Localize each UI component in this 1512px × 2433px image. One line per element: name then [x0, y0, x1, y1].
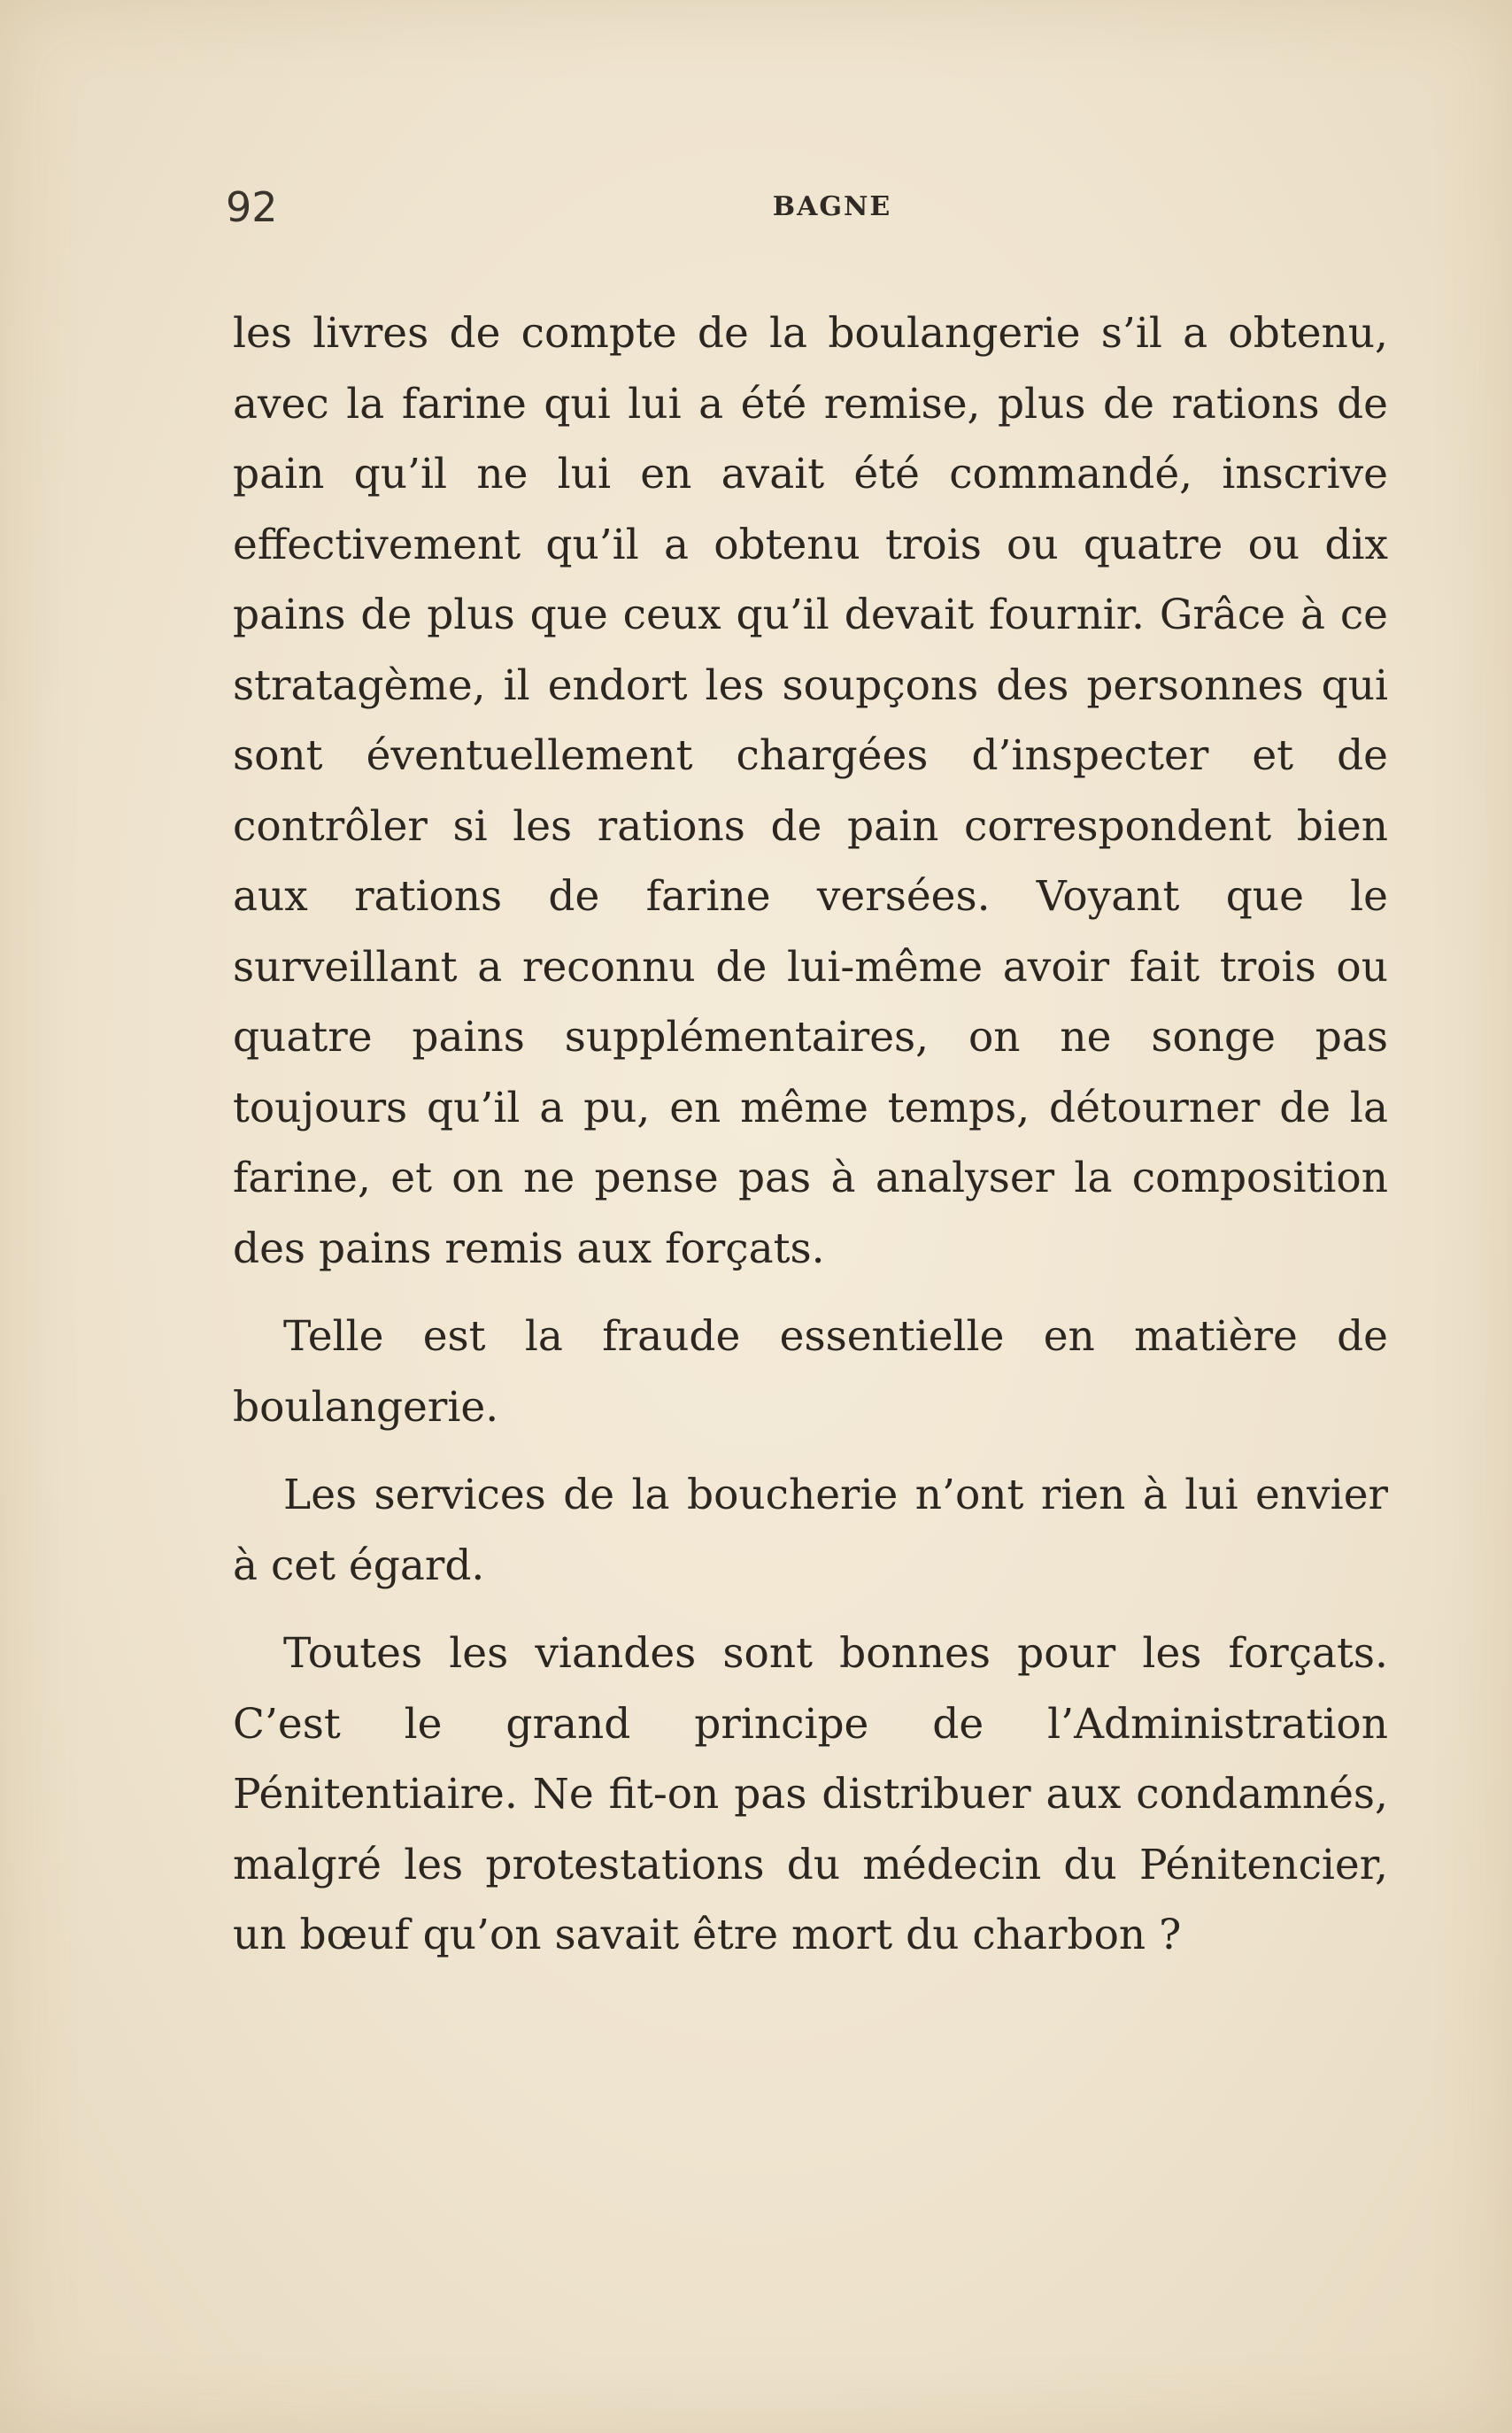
page-number: 92: [226, 183, 278, 231]
paragraph-butchery: Les services de la boucherie n’ont rien à lui envier à cet égard.: [233, 1471, 1388, 1590]
paragraph-meat-principle: Toutes les viandes sont bonnes pour les forçats. C’est le grand principe de l’Administration Pénitentiaire. Ne fit-on pas distribuer aux condamnés, malgré les protestations du médecin du Pénitencier, un bœuf qu’on savait être mort du charbon ?: [233, 1629, 1388, 1959]
running-head: [221, 181, 1390, 234]
paragraph-bread-fraud: les livres de compte de la boulangerie s’il a obtenu, avec la farine qui lui a été remise, plus de rations de pain qu’il ne lui en avait été commandé, inscrive effectivement qu’il a obtenu trois ou quatre ou dix pains de plus que ceux qu’il devait fournir. Grâce à ce stratagème, il endort les soupçons des personnes qui sont éventuellement chargées d’inspecter et de contrôler si les rations de pain correspondent bien aux rations de farine versées. Voyant que le surveillant a reconnu de lui-même avoir fait trois ou quatre pains supplémentaires, on ne songe pas toujours qu’il a pu, en même temps, détourner de la farine, et on ne pense pas à analyser la composition des pains remis aux forçats.: [233, 309, 1388, 1273]
running-title: BAGNE: [772, 191, 892, 222]
paragraph-bakery-summary: Telle est la fraude essentielle en matière de boulangerie.: [233, 1312, 1388, 1432]
body-text: [233, 298, 1388, 1971]
